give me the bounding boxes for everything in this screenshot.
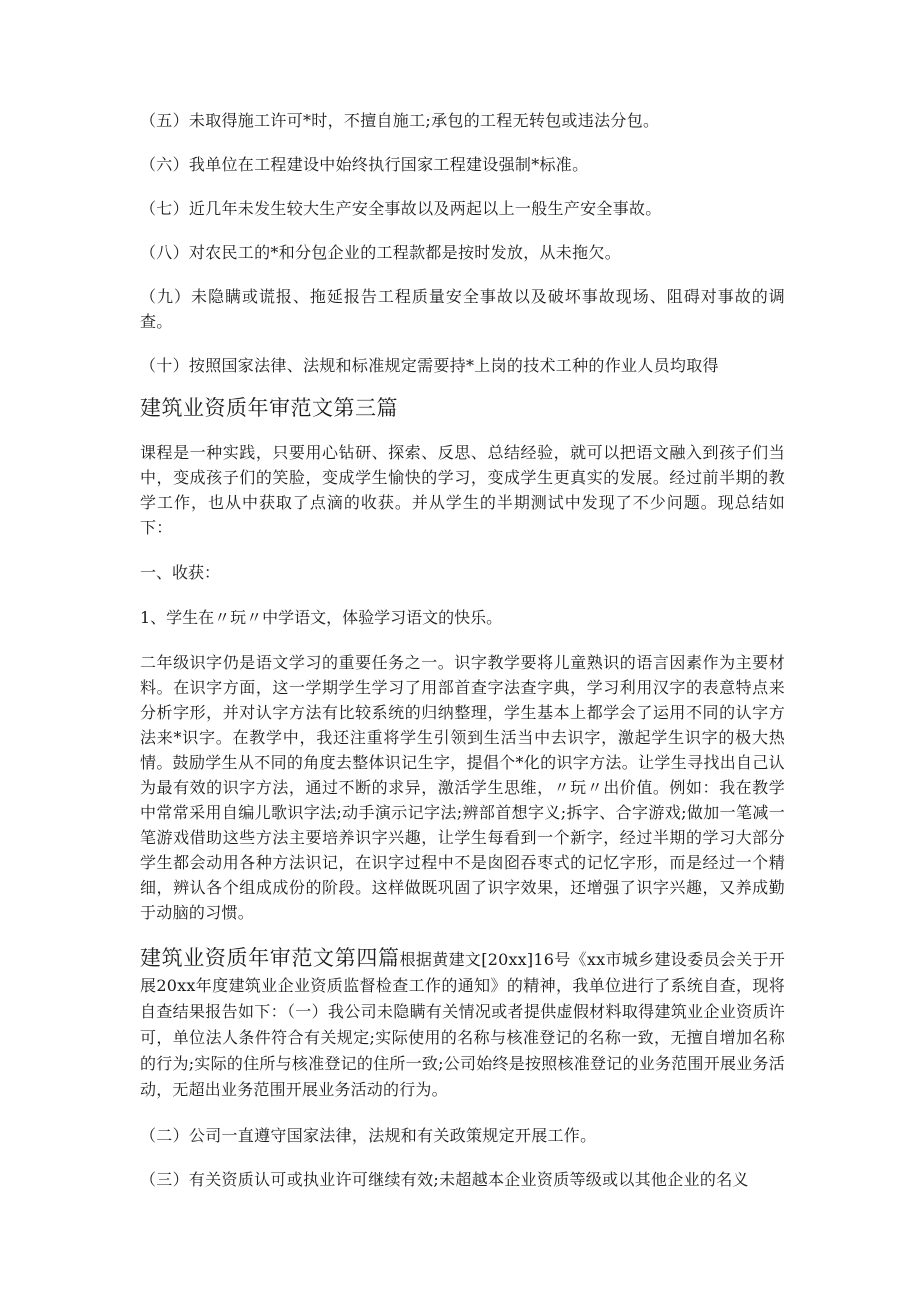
- section3-sub-label: 1、学生在〃玩〃中学语文，体验学习语文的快乐。: [140, 608, 503, 627]
- list-item-7: （七）近几年未发生较大生产安全事故以及两起以上一般生产安全事故。: [140, 199, 662, 218]
- section4-paragraph: [140, 945, 785, 1103]
- list-item-10: （十）按照国家法律、法规和标准规定需要持*上岗的技术工种的作业人员均取得: [140, 356, 719, 375]
- list-item-9: （九）未隐瞒或谎报、拖延报告工程质量安全事故以及破坏事故现场、阻碍对事故的调查。: [140, 287, 785, 331]
- section3-intro: 课程是一种实践，只要用心钻研、探索、反思、总结经验，就可以把语文融入到孩子们当中，变成孩子们的笑脸，变成学生愉快的学习，变成学生更真实的发展。经过前半期的教学工作，也从中获取了点滴的收获。并从学生的半期测试中发现了不少问题。现总结如下：: [140, 443, 785, 537]
- section3-heading: 建筑业资质年审范文第三篇: [140, 396, 398, 420]
- section4-item-2: （二）公司一直遵守国家法律，法规和有关政策规定开展工作。: [140, 1126, 597, 1145]
- section4-body: 根据黄建文[20xx]16号《xx市城乡建设委员会关于开展20xx年度建筑业企业资质监督检查工作的通知》的精神，我单位进行了系统自查，现将自查结果报告如下：（一）我公司未隐瞒有关情况或者提供虚假材料取得建筑业企业资质许可，单位法人条件符合有关规定;实际使用的名称与核准登记的名称一致，无擅自增加名称的行为;实际的住所与核准登记的住所一致;公司始终是按照核准登记的业务范围开展业务活动，无超出业务范围开展业务活动的行为。: [140, 950, 786, 1099]
- section3-label: 一、收获：: [140, 563, 221, 582]
- list-item-6: （六）我单位在工程建设中始终执行国家工程建设强制*标准。: [140, 155, 589, 174]
- section4-heading: 建筑业资质年审范文第四篇: [140, 946, 400, 970]
- section4-item-3: （三）有关资质认可或执业许可继续有效;未超越本企业资质等级或以其他企业的名义: [140, 1170, 749, 1189]
- document-page: [140, 108, 785, 1211]
- list-item-8: （八）对农民工的*和分包企业的工程款都是按时发放，从未拖欠。: [140, 243, 622, 262]
- list-item-5: （五）未取得施工许可*时，不擅自施工;承包的工程无转包或违法分包。: [140, 111, 660, 130]
- section3-body: 二年级识字仍是语文学习的重要任务之一。识字教学要将儿童熟识的语言因素作为主要材料。在识字方面，这一学期学生学习了用部首查字法查字典，学习利用汉字的表意特点来分析字形，并对认字方法有比较系统的归纳整理，学生基本上都学会了运用不同的认字方法来*识字。在教学中，我还注重将学生引领到生活当中去识字，激起学生识字的极大热情。鼓励学生从不同的角度去整体识记生字，提倡个*化的识字方法。让学生寻找出自己认为最有效的识字方法，通过不断的求异，激活学生思维，〃玩〃出价值。例如：我在教学中常常采用自编儿歌识字法;动手演示记字法;辨部首想字义;拆字、合字游戏;做加一笔减一笔游戏借助这些方法主要培养识字兴趣，让学生每看到一个新字，经过半期的学习大部分学生都会动用各种方法识记，在识字过程中不是囱囵吞枣式的记忆字形，而是经过一个精细，辨认各个组成成份的阶段。这样做既巩固了识字效果，还增强了识字兴趣，又养成勤于动脑的习惯。: [140, 653, 785, 922]
